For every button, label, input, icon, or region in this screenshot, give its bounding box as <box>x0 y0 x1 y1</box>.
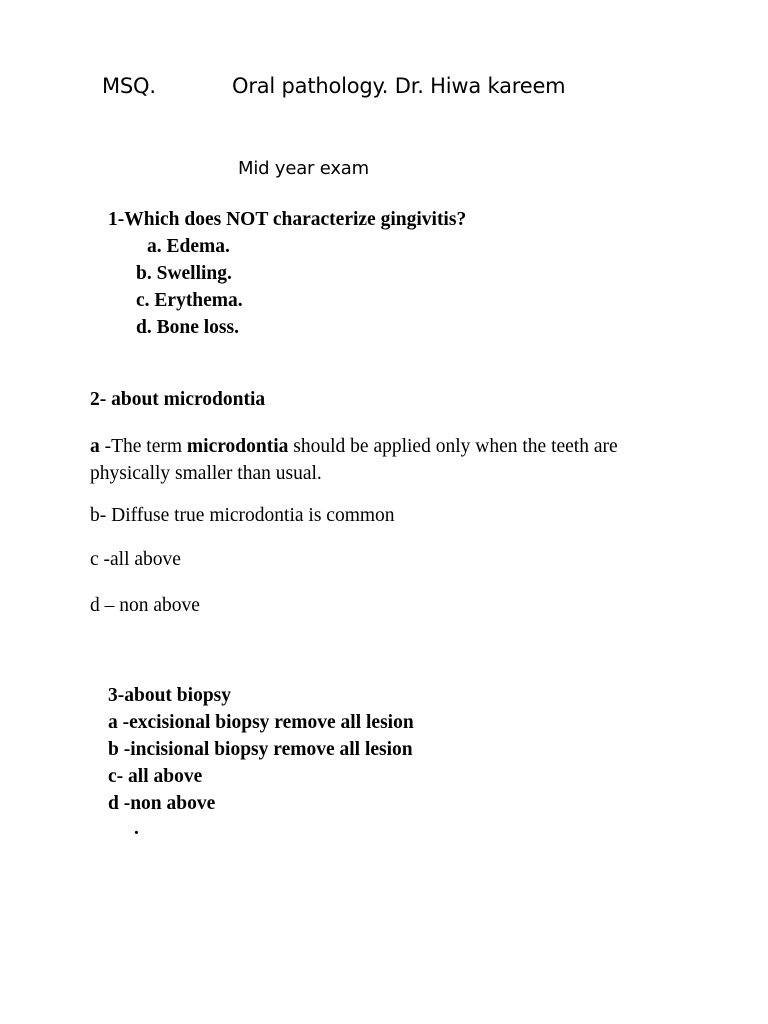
question-1-option-c: c. Erythema. <box>136 290 243 311</box>
question-3-text: -about biopsy <box>117 685 231 706</box>
question-2-option-a-post: should be applied only when the teeth are physically smaller than usual. <box>90 436 618 484</box>
question-2-option-a-letter: a <box>90 436 100 457</box>
question-1 <box>108 209 466 231</box>
question-2-text: - about microdontia <box>99 389 266 410</box>
question-2-option-a <box>90 433 690 487</box>
trailing-dot: . <box>134 818 139 839</box>
question-1-option-d: d. Bone loss. <box>136 317 239 338</box>
header-course: Oral pathology. Dr. Hiwa kareem <box>232 74 566 98</box>
question-2-option-b: b- Diffuse true microdontia is common <box>90 505 395 526</box>
header-label: MSQ. <box>102 74 156 98</box>
question-3-option-d: d -non above <box>108 793 216 814</box>
question-2-option-c: c -all above <box>90 549 181 570</box>
question-2-option-d: d – non above <box>90 595 200 616</box>
question-3-option-a: a -excisional biopsy remove all lesion <box>108 712 414 733</box>
question-1-option-a: a. Edema. <box>147 236 230 257</box>
question-2 <box>90 389 265 411</box>
question-2-option-a-pre: -The term <box>99 436 187 457</box>
question-1-option-b: b. Swelling. <box>136 263 232 284</box>
question-2-option-a-term: microdontia <box>186 436 289 457</box>
question-3-option-b: b -incisional biopsy remove all lesion <box>108 739 413 760</box>
question-1-number: 1 <box>108 209 118 230</box>
question-3-number: 3 <box>108 685 118 706</box>
question-1-text: -Which does NOT characterize gingivitis? <box>117 209 467 230</box>
question-3-option-c: c- all above <box>108 766 203 787</box>
question-2-number: 2 <box>90 389 100 410</box>
question-3 <box>108 685 231 707</box>
exam-subtitle: Mid year exam <box>238 158 369 179</box>
header-line <box>102 74 156 98</box>
